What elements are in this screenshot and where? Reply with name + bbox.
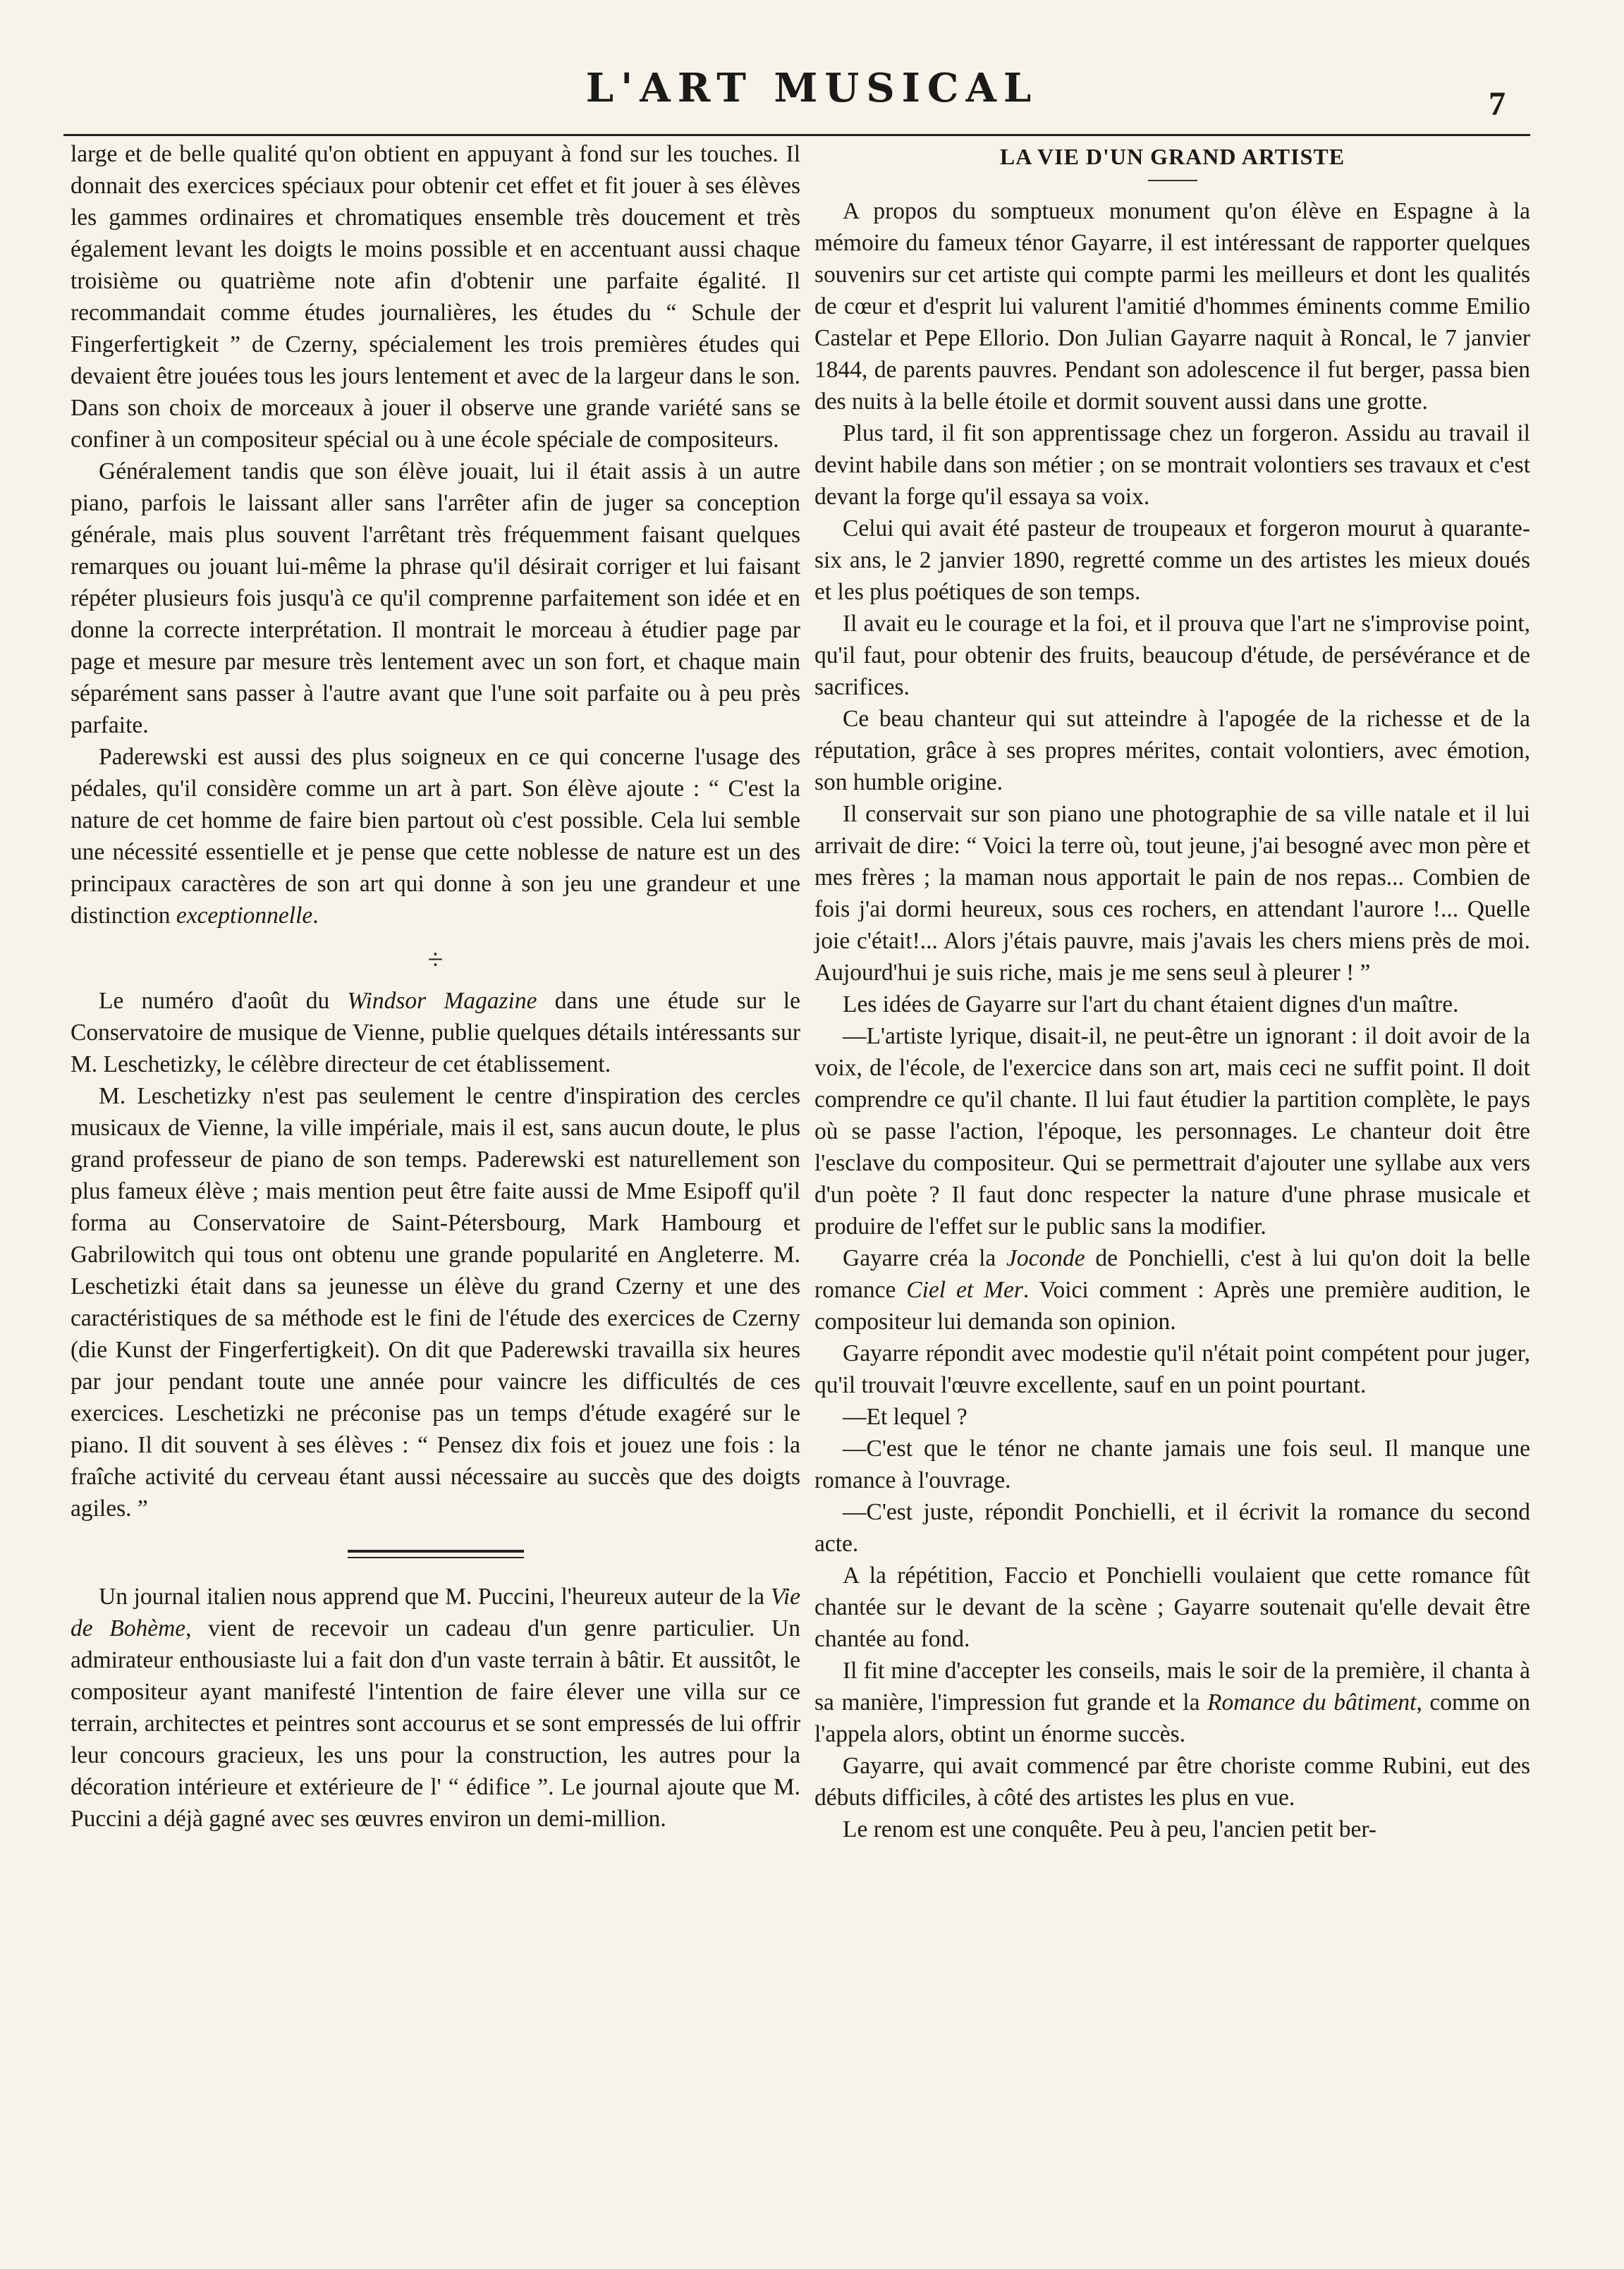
paragraph: Ce beau chanteur qui sut atteindre à l'apogée de la richesse et de la réputation, grâce à ses propres mérites, contait volontiers, avec émotion, son humble origine. bbox=[814, 706, 1530, 795]
paragraph: —C'est que le ténor ne chante jamais une fois seul. Il manque une romance à l'ouvrage. bbox=[814, 1436, 1530, 1493]
paragraph: Gayarre répondit avec modestie qu'il n'était point compétent pour juger, qu'il trouvait l'œuvre excellente, sauf en un point pourtant. bbox=[814, 1340, 1530, 1398]
paragraph: Paderewski est aussi des plus soigneux en ce qui concerne l'usage des pédales, qu'il considère comme un art à part. Son élève ajoute : “ C'est la nature de cet homme de faire bien partout où c'est possible. Cela lui semble une nécessité essentielle et je pense que cette noblesse de nature est un des principaux caractères de son art qui donne à son jeu une grandeur et une distinction exceptionnelle. bbox=[71, 744, 800, 929]
paragraph: Gayarre, qui avait commencé par être choriste comme Rubini, eut des débuts difficiles, à côté des artistes les plus en vue. bbox=[814, 1753, 1530, 1811]
left-column bbox=[71, 138, 800, 1835]
right-column bbox=[814, 138, 1530, 1845]
paragraph: Il avait eu le courage et la foi, et il prouva que l'art ne s'improvise point, qu'il faut, pour obtenir des fruits, beaucoup d'étude, de persévérance et de sacrifices. bbox=[814, 611, 1530, 700]
title-rule bbox=[1148, 180, 1197, 181]
paragraph: Généralement tandis que son élève jouait, lui il était assis à un autre piano, parfois le laissant aller sans l'arrêter afin de juger sa conception générale, mais plus souvent l'arrêtant très fréquemment faisant quelques remarques ou jouant lui-même la phrase qu'il désirait corriger et lui faisant répéter plusieurs fois jusqu'à ce qu'il comprenne parfaitement son idée et en donne la correcte interprétation. Il montrait le morceau à étudier page par page et mesure par mesure très lentement avec un son fort, et chaque main séparément sans passer à l'autre avant que l'une soit parfaite ou à peu près parfaite. bbox=[71, 458, 800, 738]
paragraph: Les idées de Gayarre sur l'art du chant étaient dignes d'un maître. bbox=[843, 991, 1459, 1017]
paragraph: A propos du somptueux monument qu'on élève en Espagne à la mémoire du fameux ténor Gayarre, il est intéressant de rapporter quelques souvenirs sur cet artiste qui compte parmi les meilleurs et dont les qualités de cœur et d'esprit lui valurent l'amitié d'hommes éminents comme Emilio Castelar et Pepe Ellorio. Don Julian Gayarre naquit à Roncal, le 7 janvier 1844, de parents pauvres. Pendant son adolescence il fut berger, passa bien des nuits à la belle étoile et dormit souvent aussi dans une grotte. bbox=[814, 198, 1530, 415]
masthead: L'ART MUSICAL bbox=[585, 65, 1039, 111]
double-rule-divider bbox=[348, 1550, 524, 1558]
paragraph: large et de belle qualité qu'on obtient en appuyant à fond sur les touches. Il donnait des exercices spéciaux pour obtenir cet effet et fit jouer à ses élèves les gammes ordinaires et chromatiques ensemble très doucement et très également levant les doigts le moins possible et en accentuant aussi chaque troisième ou quatrième note afin d'obtenir une parfaite égalité. Il recommandait comme études journalières, les études du “ Schule der Fingerfertigkeit ” de Czerny, spécialement les trois premières études qui devaient être jouées tous les jours lentement et avec de la largeur dans le son. Dans son choix de morceaux à jouer il observe une grande variété sans se confiner à un compositeur spécial ou à une école spéciale de compositeurs. bbox=[71, 141, 800, 453]
section-separator: ÷ bbox=[427, 943, 444, 975]
paragraph: Le numéro d'août du Windsor Magazine dans une étude sur le Conservatoire de musique de Vienne, publie quelques détails intéressants sur M. Leschetizky, le célèbre directeur de cet établissement. bbox=[71, 988, 800, 1077]
paragraph: M. Leschetizky n'est pas seulement le centre d'inspiration des cercles musicaux de Vienne, la ville impériale, mais il est, sans aucun doute, le plus grand professeur de piano de son temps. Paderewski est naturellement son plus fameux élève ; mais mention peut être faite aussi de Mme Esipoff qu'il forma au Conservatoire de Saint-Pétersbourg, Mark Hambourg et Gabrilowitch qui tous ont obtenu une grande popularité en Angleterre. M. Leschetizki était dans sa jeunesse un élève du grand Czerny et une des caractéristiques de sa méthode est le fini de l'étude des exercices de Czerny (die Kunst der Fingerfertigkeit). On dit que Paderewski travailla six heures par jour pendant toute une année pour vaincre les difficultés de ces exercices. Leschetizki ne préconise pas un temps d'étude exagéré sur le piano. Il dit souvent à ses élèves : “ Pensez dix fois et jouez une fois : la fraîche activité du cerveau étant aussi nécessaire au succès que des doigts agiles. ” bbox=[71, 1083, 800, 1522]
paragraph: Plus tard, il fit son apprentissage chez un forgeron. Assidu au travail il devint habile dans son métier ; on se montrait volontiers ses travaux et c'est devant la forge qu'il essaya sa voix. bbox=[814, 420, 1530, 510]
article-title: LA VIE D'UN GRAND ARTISTE bbox=[999, 144, 1345, 169]
paragraph: —Et lequel ? bbox=[843, 1404, 967, 1430]
paragraph: Il fit mine d'accepter les conseils, mais le soir de la première, il chanta à sa manière, l'impression fut grande et la Romance du bâtiment, comme on l'appela alors, obtint un énorme succès. bbox=[814, 1658, 1530, 1747]
paragraph: Celui qui avait été pasteur de troupeaux et forgeron mourut à quarante-six ans, le 2 janvier 1890, regretté comme un des artistes les mieux doués et les plus poétiques de son temps. bbox=[814, 515, 1530, 605]
paragraph: —L'artiste lyrique, disait-il, ne peut-être un ignorant : il doit avoir de la voix, de l'école, de l'exercice dans son art, mais ceci ne suffit point. Il doit comprendre ce qu'il chante. Il lui faut étudier la partition complète, le pays où se passe l'action, l'époque, les personnages. Le chanteur doit être l'esclave du compositeur. Qui se permettrait d'ajouter une syllabe aux vers d'un poète ? Il faut donc respecter la nature d'une phrase musicale et produire de l'effet sur le public sans la modifier. bbox=[814, 1023, 1530, 1240]
paragraph: Il conservait sur son piano une photographie de sa ville natale et il lui arrivait de dire: “ Voici la terre où, tout jeune, j'ai besogné avec mon père et mes frères ; la maman nous apportait le pain de nos repas... Combien de fois j'ai dormi heureux, sous ces rochers, en attendant l'aurore !... Quelle joie c'était!... Alors j'étais pauvre, mais j'avais les chers miens près de moi. Aujourd'hui je suis riche, mais je me sens seul à pleurer ! ” bbox=[814, 801, 1530, 986]
paragraph: —C'est juste, répondit Ponchielli, et il écrivit la romance du second acte. bbox=[814, 1499, 1530, 1557]
paragraph: A la répétition, Faccio et Ponchielli voulaient que cette romance fût chantée sur le devant de la scène ; Gayarre soutenait qu'elle devait être chantée au fond. bbox=[814, 1562, 1530, 1652]
paragraph: Un journal italien nous apprend que M. Puccini, l'heureux auteur de la Vie de Bohème, vient de recevoir un cadeau d'un genre particulier. Un admirateur enthousiaste lui a fait don d'un vaste terrain à bâtir. Et aussitôt, le compositeur ayant manifesté l'intention de faire élever une villa sur ce terrain, architectes et peintres sont accourus et se sont empressés de lui offrir leur concours gracieux, les uns pour la construction, les autres pour la décoration intérieure et extérieure de l' “ édifice ”. Le journal ajoute que M. Puccini a déjà gagné avec ses œuvres environ un demi-million. bbox=[71, 1584, 800, 1832]
paragraph: Gayarre créa la Joconde de Ponchielli, c'est à lui qu'on doit la belle romance Ciel et Mer. Voici comment : Après une première audition, le compositeur lui demanda son opinion. bbox=[814, 1245, 1530, 1335]
paragraph: Le renom est une conquête. Peu à peu, l'ancien petit ber- bbox=[843, 1816, 1376, 1842]
header-rule bbox=[63, 134, 1530, 136]
page-number: 7 bbox=[1489, 85, 1506, 123]
